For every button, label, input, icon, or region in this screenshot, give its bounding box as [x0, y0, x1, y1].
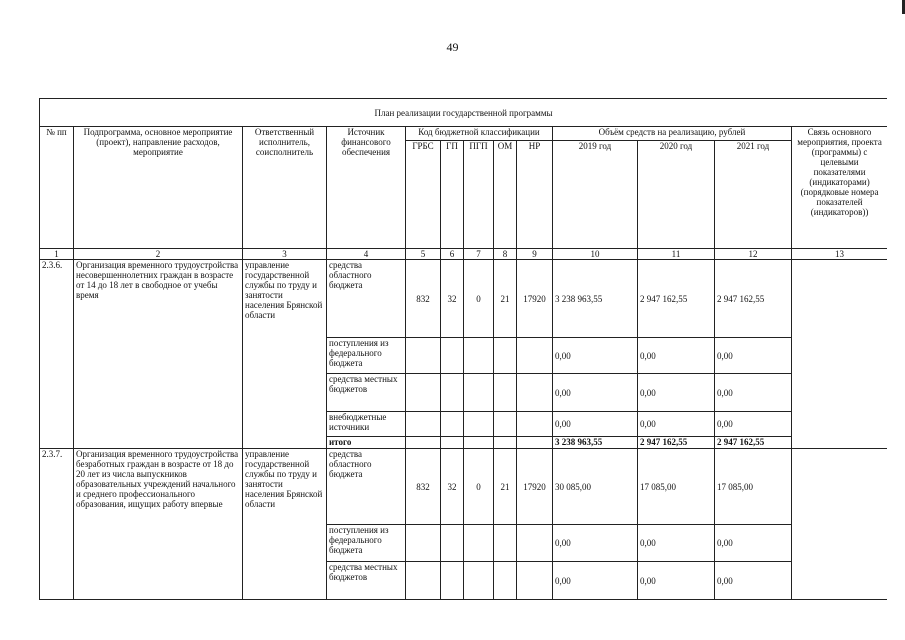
amount-2021: 17 085,00	[715, 449, 792, 525]
col-number: 8	[494, 249, 517, 260]
header-source: Источник финансового обеспечения	[327, 127, 406, 249]
program-plan-table	[39, 98, 887, 600]
col-number: 5	[406, 249, 441, 260]
om-cell: 21	[494, 260, 517, 338]
total-2020: 2 947 162,55	[638, 437, 715, 449]
funding-source-total: итого	[327, 437, 406, 449]
pgp-cell: 0	[464, 260, 494, 338]
header-2020: 2020 год	[638, 141, 715, 249]
funding-source: поступления из федерального бюджета	[327, 338, 406, 374]
col-number: 3	[243, 249, 327, 260]
entry-responsible: управление государственной службы по труду и занятости населения Брянской области	[243, 449, 327, 600]
np-cell: 17920	[517, 260, 553, 338]
entry-number: 2.3.6.	[40, 260, 74, 449]
amount-2019: 0,00	[553, 562, 638, 600]
header-subprogram: Подпрограмма, основное мероприятие (проект), направление расходов, мероприятие	[74, 127, 243, 249]
amount-2020: 2 947 162,55	[638, 260, 715, 338]
total-2019: 3 238 963,55	[553, 437, 638, 449]
amount-2021: 2 947 162,55	[715, 260, 792, 338]
col-number: 4	[327, 249, 406, 260]
amount-2019: 3 238 963,55	[553, 260, 638, 338]
table-row	[40, 449, 888, 525]
funding-source: средства областного бюджета	[327, 260, 406, 338]
col-number: 9	[517, 249, 553, 260]
header-2019: 2019 год	[553, 141, 638, 249]
col-number: 1	[40, 249, 74, 260]
header-2021: 2021 год	[715, 141, 792, 249]
amount-2019: 0,00	[553, 374, 638, 412]
entry-number: 2.3.7.	[40, 449, 74, 600]
gp-cell: 32	[441, 449, 464, 525]
column-number-row	[40, 249, 888, 260]
header-grbs: ГРБС	[406, 141, 441, 249]
amount-2019: 0,00	[553, 525, 638, 562]
funding-source: внебюджетные источники	[327, 412, 406, 437]
col-number: 13	[792, 249, 888, 260]
indicator-link	[792, 449, 888, 600]
amount-2021: 0,00	[715, 412, 792, 437]
indicator-link	[792, 260, 888, 449]
pgp-cell: 0	[464, 449, 494, 525]
amount-2020: 0,00	[638, 338, 715, 374]
om-cell: 21	[494, 449, 517, 525]
amount-2020: 0,00	[638, 562, 715, 600]
header-amount: Объём средств на реализацию, рублей	[553, 127, 792, 141]
table-row	[40, 260, 888, 338]
header-responsible: Ответственный исполнитель, соисполнитель	[243, 127, 327, 249]
header-gp: ГП	[441, 141, 464, 249]
np-cell: 17920	[517, 449, 553, 525]
header-pgp: ПГП	[464, 141, 494, 249]
amount-2019: 30 085,00	[553, 449, 638, 525]
entry-responsible: управление государственной службы по труду и занятости населения Брянской области	[243, 260, 327, 449]
table-caption: План реализации государственной программы	[40, 99, 888, 127]
header-num: № пп	[40, 127, 74, 249]
amount-2020: 17 085,00	[638, 449, 715, 525]
amount-2021: 0,00	[715, 525, 792, 562]
funding-source: средства местных бюджетов	[327, 562, 406, 600]
amount-2021: 0,00	[715, 374, 792, 412]
funding-source: поступления из федерального бюджета	[327, 525, 406, 562]
program-plan-table-frame	[39, 98, 887, 618]
total-2021: 2 947 162,55	[715, 437, 792, 449]
amount-2021: 0,00	[715, 338, 792, 374]
col-number: 12	[715, 249, 792, 260]
col-number: 7	[464, 249, 494, 260]
grbs-cell: 832	[406, 260, 441, 338]
amount-2020: 0,00	[638, 525, 715, 562]
amount-2020: 0,00	[638, 374, 715, 412]
grbs-cell: 832	[406, 449, 441, 525]
header-np: НР	[517, 141, 553, 249]
header-budget-code: Код бюджетной классификации	[406, 127, 553, 141]
col-number: 10	[553, 249, 638, 260]
entry-name: Организация временного трудоустройства несовершеннолетних граждан в возрасте от 14 до 18 лет в свободное от учебы время	[74, 260, 243, 449]
gp-cell: 32	[441, 260, 464, 338]
amount-2021: 0,00	[715, 562, 792, 600]
header-link: Связь основного мероприятия, проекта (программы) с целевыми показателями (индикаторами) (порядковые номера показателей (индикаторов))	[792, 127, 888, 249]
amount-2019: 0,00	[553, 338, 638, 374]
col-number: 6	[441, 249, 464, 260]
col-number: 2	[74, 249, 243, 260]
entry-name: Организация временного трудоустройства безработных граждан в возрасте от 18 до 20 лет из числа выпускников образовательных учреждений начального и среднего профессионального образования, ищущих работу впервые	[74, 449, 243, 600]
funding-source: средства местных бюджетов	[327, 374, 406, 412]
header-om: ОМ	[494, 141, 517, 249]
page-number: 49	[446, 40, 459, 54]
amount-2019: 0,00	[553, 412, 638, 437]
col-number: 11	[638, 249, 715, 260]
amount-2020: 0,00	[638, 412, 715, 437]
funding-source: средства областного бюджета	[327, 449, 406, 525]
